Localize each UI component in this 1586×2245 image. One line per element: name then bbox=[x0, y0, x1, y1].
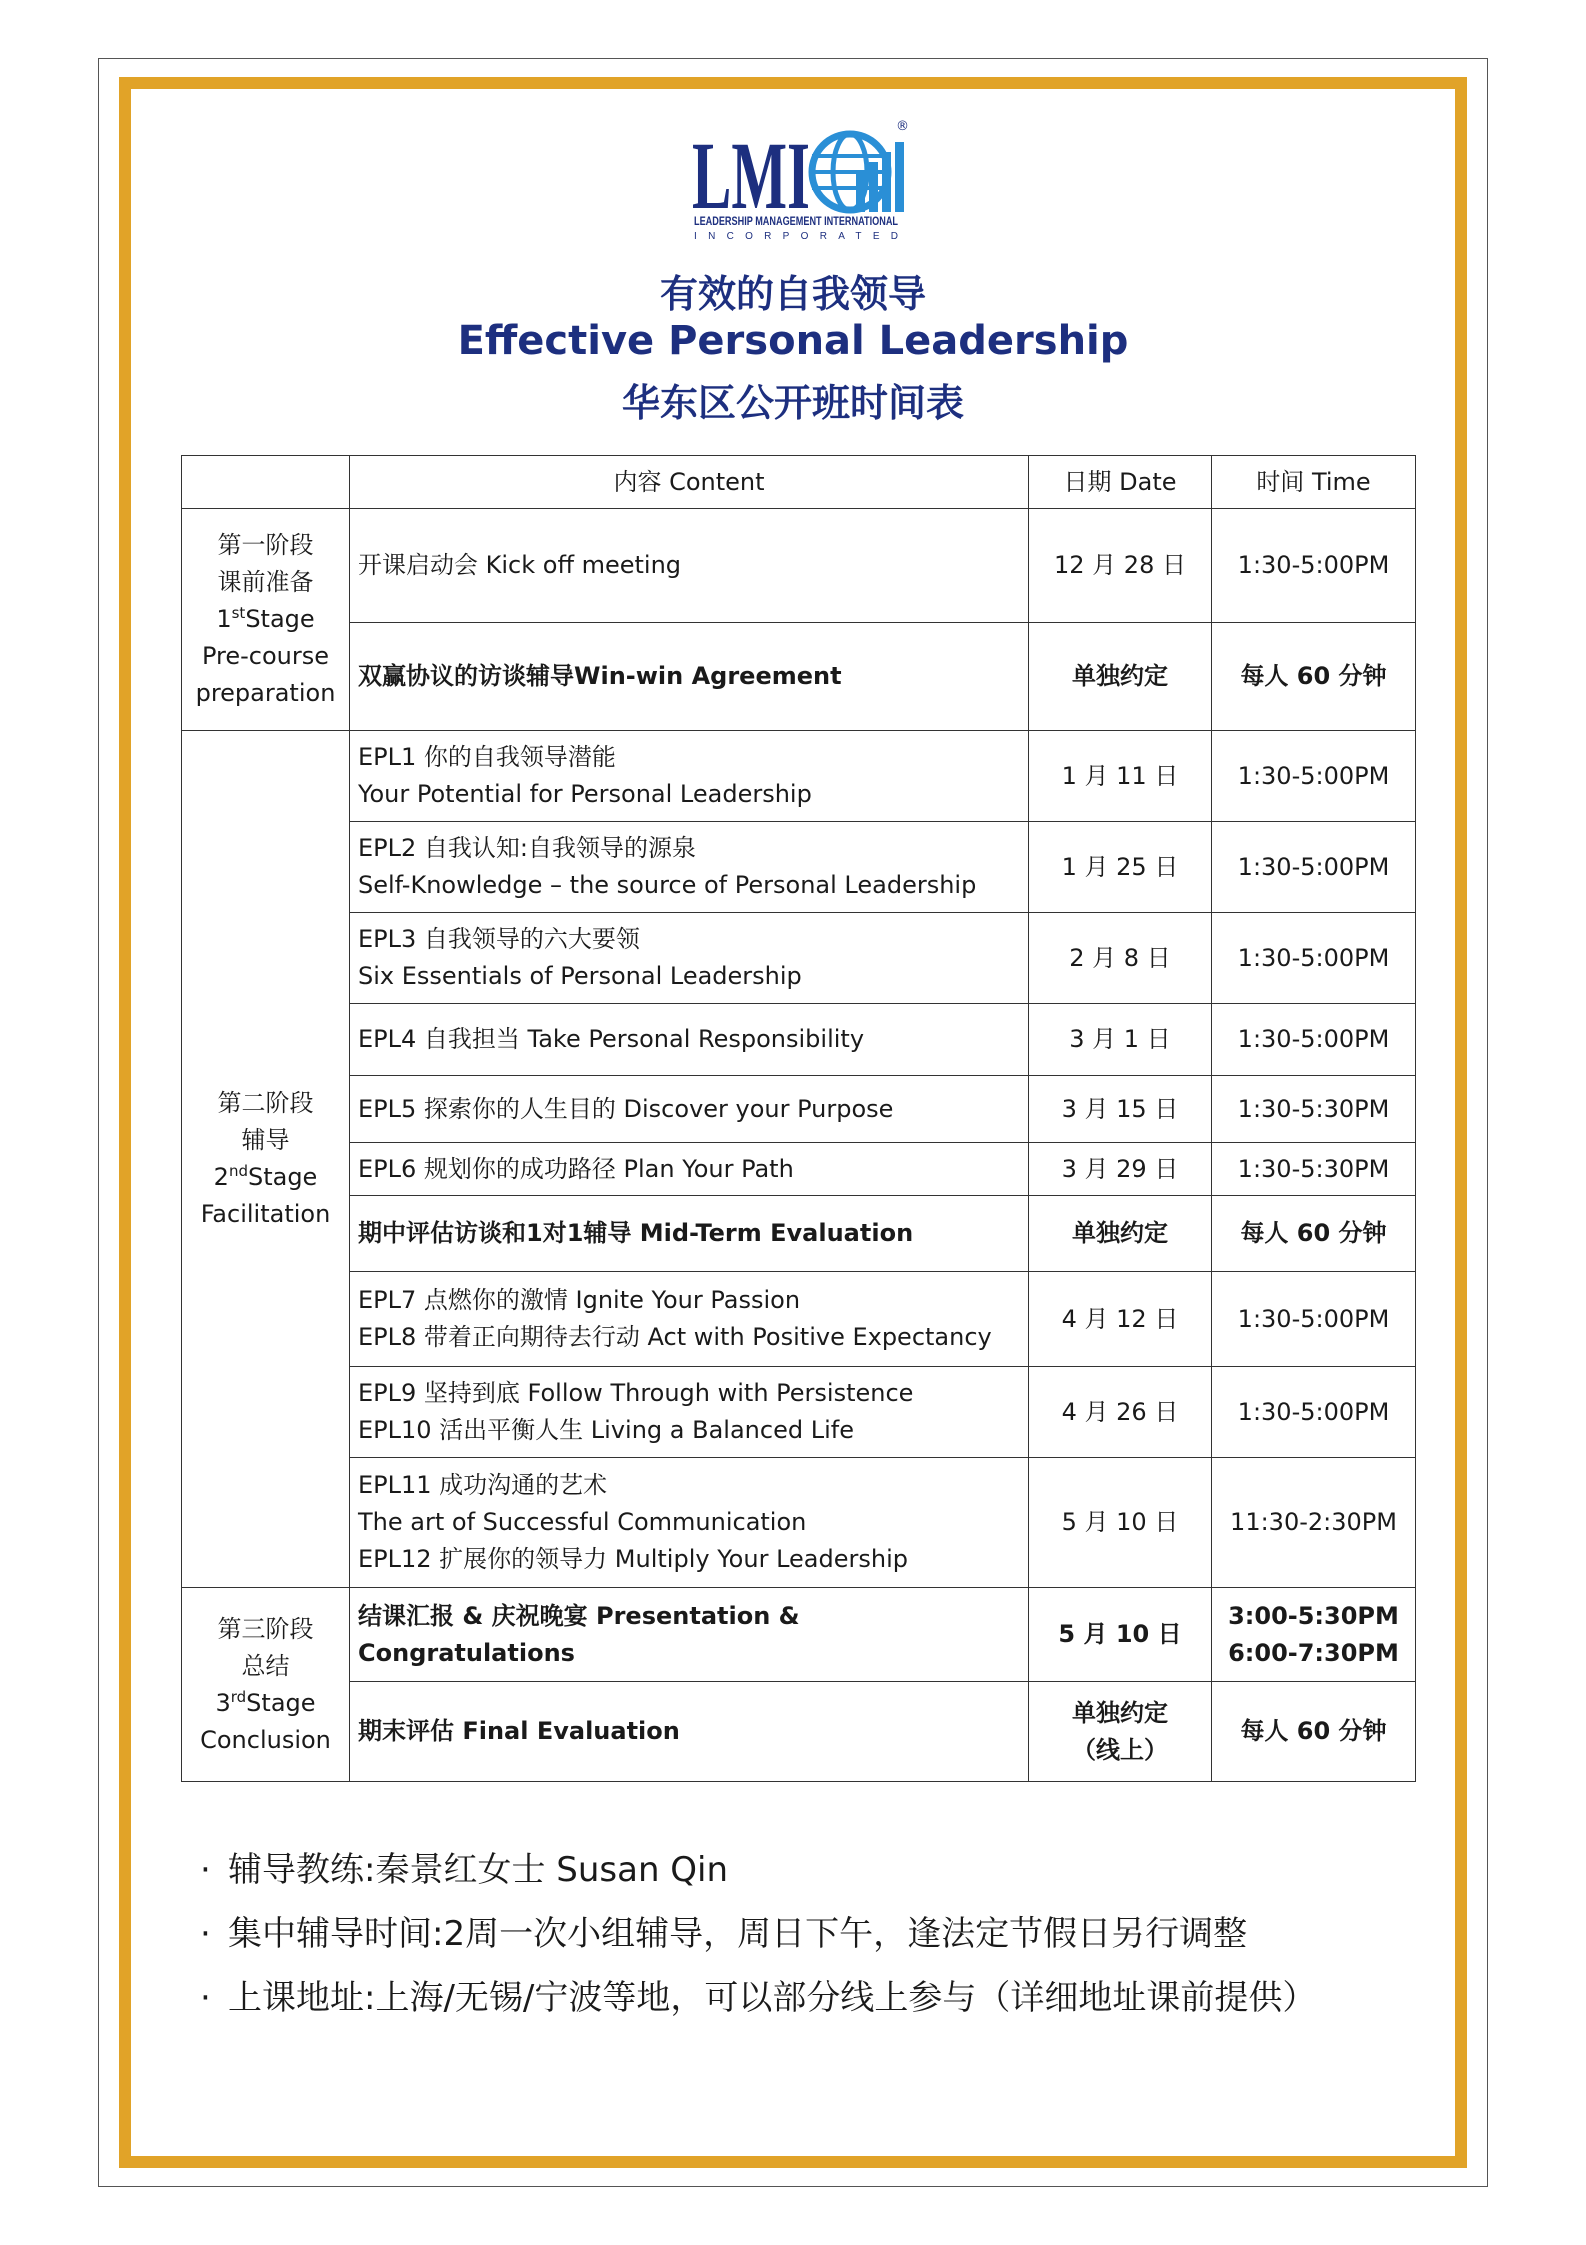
stage-name-cn: 第三阶段 bbox=[217, 1614, 314, 1643]
date-cell bbox=[1029, 1076, 1212, 1143]
note-text: 集中辅导时间:2周一次小组辅导，周日下午，逢法定节假日另行调整 bbox=[228, 1914, 1248, 1954]
date-line: 4 月 26 日 bbox=[1061, 1397, 1179, 1426]
lmi-logo bbox=[692, 116, 912, 242]
date-cell bbox=[1029, 1196, 1212, 1272]
note-text: 辅导教练:秦景红女士 Susan Qin bbox=[228, 1850, 729, 1890]
note-location bbox=[200, 1966, 1316, 2030]
stage-number bbox=[190, 1159, 341, 1196]
table-row bbox=[182, 731, 1416, 822]
time-line: 每人 60 分钟 bbox=[1240, 1717, 1387, 1745]
date-line: 单独约定 bbox=[1072, 1219, 1168, 1247]
content-line: EPL6 规划你的成功路径 Plan Your Path bbox=[358, 1154, 794, 1183]
content-cell bbox=[350, 1143, 1029, 1196]
content-cell bbox=[350, 1367, 1029, 1458]
content-line: 期末评估 Final Evaluation bbox=[358, 1717, 680, 1745]
stage-word: Stage bbox=[245, 605, 315, 633]
content-line: Your Potential for Personal Leadership bbox=[358, 780, 812, 808]
time-cell bbox=[1212, 1367, 1416, 1458]
time-line: 1:30-5:00PM bbox=[1237, 1025, 1390, 1053]
date-cell bbox=[1029, 822, 1212, 913]
content-line: EPL5 探索你的人生目的 Discover your Purpose bbox=[358, 1094, 894, 1123]
content-line: Self-Knowledge – the source of Personal Leadership bbox=[358, 871, 977, 899]
content-line: The art of Successful Communication bbox=[358, 1508, 807, 1536]
bullet: · bbox=[200, 1850, 211, 1890]
stage-number bbox=[190, 601, 341, 638]
content-cell bbox=[350, 913, 1029, 1004]
stage-ordinal: st bbox=[231, 604, 246, 622]
time-cell bbox=[1212, 1076, 1416, 1143]
content-cell bbox=[350, 623, 1029, 731]
stage-num: 3 bbox=[215, 1688, 231, 1717]
content-line: EPL4 自我担当 Take Personal Responsibility bbox=[358, 1025, 865, 1053]
content-line: EPL11 成功沟通的艺术 bbox=[358, 1471, 608, 1499]
date-line: 5 月 10 日 bbox=[1058, 1620, 1182, 1648]
time-cell bbox=[1212, 1588, 1416, 1682]
logo-incorporated: INCORPORATED bbox=[694, 231, 898, 242]
time-cell bbox=[1212, 731, 1416, 822]
date-line: （线上） bbox=[1072, 1735, 1168, 1764]
time-line: 3:00-5:30PM bbox=[1228, 1601, 1399, 1630]
content-cell bbox=[350, 731, 1029, 822]
content-cell bbox=[350, 1588, 1029, 1682]
date-line: 4 月 12 日 bbox=[1061, 1304, 1179, 1333]
stage-subtitle-cn: 课前准备 bbox=[217, 568, 314, 596]
header-stage bbox=[182, 456, 350, 509]
date-cell bbox=[1029, 1588, 1212, 1682]
time-line: 每人 60 分钟 bbox=[1240, 1219, 1387, 1247]
stage-ordinal: nd bbox=[228, 1162, 248, 1180]
table-row bbox=[182, 1367, 1416, 1458]
content-line: 开课启动会 Kick off meeting bbox=[358, 551, 682, 579]
time-cell bbox=[1212, 1458, 1416, 1588]
stage-ordinal: rd bbox=[230, 1687, 247, 1706]
date-line: 单独约定 bbox=[1072, 662, 1168, 690]
date-line: 1 月 25 日 bbox=[1061, 852, 1179, 881]
stage-cell bbox=[182, 1588, 350, 1782]
content-line: EPL2 自我认知:自我领导的源泉 bbox=[358, 834, 696, 862]
stage-name-cn: 第一阶段 bbox=[217, 531, 314, 559]
content-cell bbox=[350, 1076, 1029, 1143]
content-line: EPL10 活出平衡人生 Living a Balanced Life bbox=[358, 1416, 854, 1444]
title-chinese: 有效的自我领导 bbox=[659, 272, 926, 316]
content-cell bbox=[350, 1196, 1029, 1272]
table-row bbox=[182, 822, 1416, 913]
content-line: EPL7 点燃你的激情 Ignite Your Passion bbox=[358, 1286, 801, 1314]
stage-number bbox=[190, 1685, 341, 1722]
table-row bbox=[182, 509, 1416, 623]
stage-num: 1 bbox=[216, 605, 232, 633]
time-cell bbox=[1212, 509, 1416, 623]
table-row bbox=[182, 1004, 1416, 1076]
date-cell bbox=[1029, 1367, 1212, 1458]
date-line: 3 月 29 日 bbox=[1061, 1154, 1179, 1183]
date-line: 3 月 15 日 bbox=[1061, 1094, 1179, 1123]
time-line: 每人 60 分钟 bbox=[1240, 662, 1387, 690]
table-row bbox=[182, 1196, 1416, 1272]
note-text: 上课地址:上海/无锡/宁波等地，可以部分线上参与（详细地址课前提供） bbox=[228, 1978, 1317, 2018]
header-content: 内容 Content bbox=[350, 456, 1029, 509]
content-cell bbox=[350, 1458, 1029, 1588]
stage-name-en: Facilitation bbox=[200, 1200, 331, 1228]
stage-subtitle-cn: 总结 bbox=[241, 1651, 290, 1680]
content-line: 双赢协议的访谈辅导Win-win Agreement bbox=[358, 662, 842, 690]
content-line: EPL3 自我领导的六大要领 bbox=[358, 925, 640, 953]
time-line: 1:30-5:00PM bbox=[1237, 761, 1390, 790]
bullet: · bbox=[200, 1914, 211, 1954]
table-row bbox=[182, 1682, 1416, 1782]
time-line: 1:30-5:00PM bbox=[1237, 551, 1390, 579]
stage-name-cn: 第二阶段 bbox=[217, 1089, 314, 1117]
table-row bbox=[182, 1076, 1416, 1143]
stage-subtitle-cn: 辅导 bbox=[241, 1126, 290, 1154]
globe-icon bbox=[812, 134, 904, 212]
date-cell bbox=[1029, 1458, 1212, 1588]
stage-num: 2 bbox=[213, 1163, 229, 1191]
table-row bbox=[182, 623, 1416, 731]
time-line: 11:30-2:30PM bbox=[1230, 1508, 1397, 1536]
date-cell bbox=[1029, 1682, 1212, 1782]
table-row bbox=[182, 1588, 1416, 1682]
content-line: Six Essentials of Personal Leadership bbox=[358, 962, 802, 990]
note-schedule bbox=[200, 1902, 1316, 1966]
logo-company-name: LEADERSHIP MANAGEMENT INTERNATIONAL bbox=[694, 214, 898, 228]
time-cell bbox=[1212, 623, 1416, 731]
table-row bbox=[182, 913, 1416, 1004]
time-line: 1:30-5:30PM bbox=[1237, 1094, 1390, 1123]
time-cell bbox=[1212, 1004, 1416, 1076]
schedule-table bbox=[181, 455, 1416, 1782]
content-cell bbox=[350, 1682, 1029, 1782]
registered-mark: ® bbox=[896, 119, 909, 134]
time-cell bbox=[1212, 822, 1416, 913]
time-cell bbox=[1212, 1196, 1416, 1272]
content-line: EPL8 带着正向期待去行动 Act with Positive Expectancy bbox=[358, 1323, 992, 1351]
bullet: · bbox=[200, 1978, 211, 2018]
time-cell bbox=[1212, 1682, 1416, 1782]
content-line: 期中评估访谈和1对1辅导 Mid-Term Evaluation bbox=[358, 1219, 914, 1247]
date-line: 1 月 11 日 bbox=[1061, 761, 1179, 790]
content-line: EPL12 扩展你的领导力 Multiply Your Leadership bbox=[358, 1545, 908, 1573]
date-line: 单独约定 bbox=[1072, 1698, 1168, 1727]
time-cell bbox=[1212, 1272, 1416, 1367]
time-cell bbox=[1212, 1143, 1416, 1196]
date-line: 5 月 10 日 bbox=[1061, 1508, 1179, 1536]
title-english: Effective Personal Leadership bbox=[457, 318, 1129, 364]
header-time: 时间 Time bbox=[1212, 456, 1416, 509]
time-line: 1:30-5:30PM bbox=[1237, 1154, 1390, 1183]
date-cell bbox=[1029, 1004, 1212, 1076]
date-cell bbox=[1029, 731, 1212, 822]
stage-word: Stage bbox=[247, 1163, 318, 1191]
time-line: 1:30-5:00PM bbox=[1237, 1397, 1390, 1426]
stage-name-en: Conclusion bbox=[200, 1725, 331, 1754]
table-row bbox=[182, 1143, 1416, 1196]
stage-name-en: preparation bbox=[195, 679, 336, 707]
table-header-row bbox=[182, 456, 1416, 509]
content-line: EPL9 坚持到底 Follow Through with Persistence bbox=[358, 1379, 914, 1407]
time-line: 1:30-5:00PM bbox=[1237, 943, 1390, 972]
stage-name-en: Pre-course bbox=[201, 642, 330, 670]
date-cell bbox=[1029, 623, 1212, 731]
time-line: 1:30-5:00PM bbox=[1237, 1304, 1390, 1333]
logo-letters: LMI bbox=[692, 122, 810, 229]
note-coach bbox=[200, 1838, 1316, 1902]
date-cell bbox=[1029, 1143, 1212, 1196]
notes-list bbox=[200, 1838, 1316, 2030]
content-line: 结课汇报 & 庆祝晚宴 Presentation & Congratulations bbox=[358, 1601, 800, 1667]
date-line: 2 月 8 日 bbox=[1069, 943, 1171, 972]
time-line: 1:30-5:00PM bbox=[1237, 852, 1390, 881]
table-row bbox=[182, 1272, 1416, 1367]
content-line: EPL1 你的自我领导潜能 bbox=[358, 743, 616, 771]
header-date: 日期 Date bbox=[1029, 456, 1212, 509]
table-row bbox=[182, 1458, 1416, 1588]
schedule-body bbox=[182, 509, 1416, 1782]
date-cell bbox=[1029, 509, 1212, 623]
date-cell bbox=[1029, 1272, 1212, 1367]
content-cell bbox=[350, 509, 1029, 623]
content-cell bbox=[350, 1004, 1029, 1076]
title-schedule: 华东区公开班时间表 bbox=[621, 381, 964, 425]
time-cell bbox=[1212, 913, 1416, 1004]
time-line: 6:00-7:30PM bbox=[1228, 1638, 1399, 1667]
date-cell bbox=[1029, 913, 1212, 1004]
date-line: 3 月 1 日 bbox=[1069, 1025, 1171, 1053]
content-cell bbox=[350, 1272, 1029, 1367]
date-line: 12 月 28 日 bbox=[1054, 551, 1186, 579]
stage-cell bbox=[182, 509, 350, 731]
stage-word: Stage bbox=[246, 1688, 316, 1717]
stage-cell bbox=[182, 731, 350, 1588]
content-cell bbox=[350, 822, 1029, 913]
